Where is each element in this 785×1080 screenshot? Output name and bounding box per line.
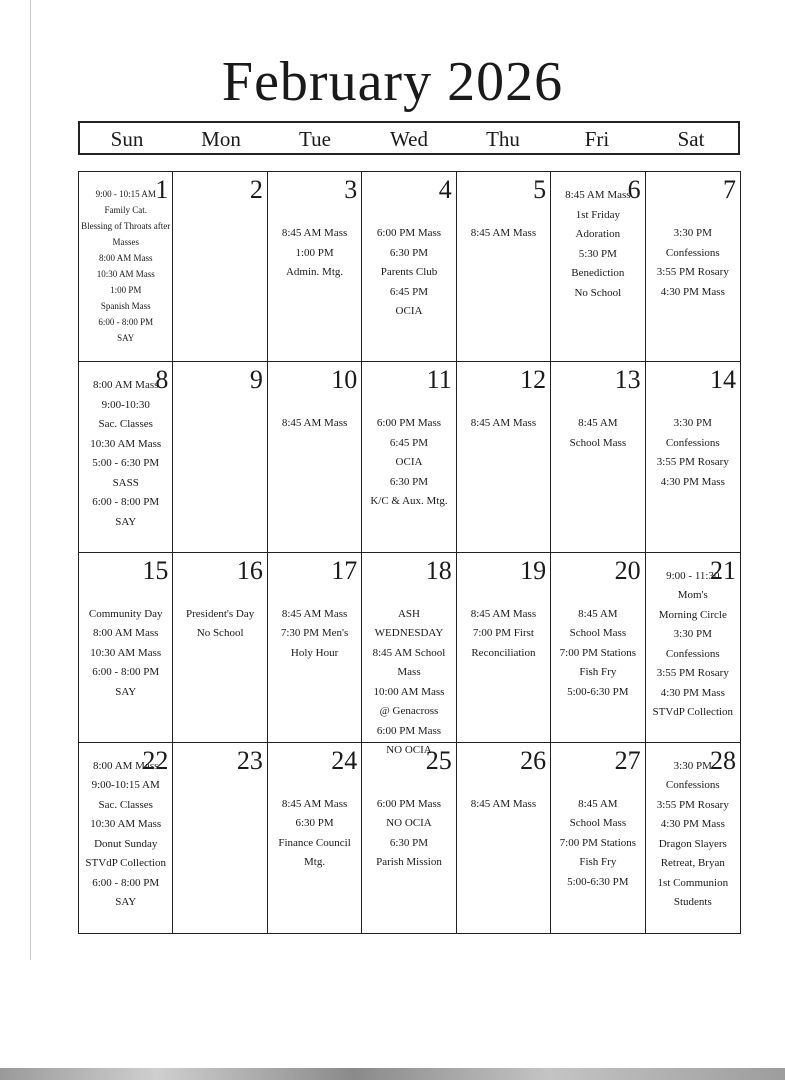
event-line: OCIA bbox=[395, 305, 423, 317]
event-line: 8:00 AM Mass bbox=[93, 627, 159, 639]
day-cell bbox=[646, 172, 740, 362]
day-cell bbox=[457, 172, 551, 362]
event-line: Confessions bbox=[665, 436, 720, 449]
event-line: STVdP Collection bbox=[652, 706, 734, 718]
event-line: 6:00 PM Mass bbox=[376, 797, 442, 810]
event-line: Community Day bbox=[88, 607, 163, 620]
event-line: 6:00 - 8:00 PM bbox=[92, 496, 160, 509]
event-line: 8:00 AM Mass bbox=[93, 759, 159, 772]
event-line: 3:30 PM bbox=[673, 417, 712, 430]
event-line: 1:00 PM bbox=[295, 246, 334, 259]
event-line: School Mass bbox=[569, 817, 627, 830]
day-number: 1 bbox=[155, 175, 169, 204]
day-cell bbox=[362, 743, 456, 933]
day-number: 20 bbox=[614, 555, 641, 585]
day-number: 5 bbox=[533, 175, 547, 204]
event-line: 3:55 PM Rosary bbox=[656, 456, 729, 469]
event-list bbox=[553, 605, 642, 703]
event-line: 7:00 PM Stations bbox=[559, 646, 637, 659]
day-cell bbox=[362, 362, 456, 552]
event-line: ASH bbox=[397, 607, 420, 620]
day-cell bbox=[646, 553, 740, 743]
day-cell bbox=[646, 743, 740, 933]
event-list bbox=[81, 605, 170, 703]
event-line: 8:45 AM Mass bbox=[281, 607, 348, 620]
event-line: 8:45 AM Mass bbox=[470, 607, 537, 620]
event-list bbox=[648, 224, 738, 302]
event-line: 1:00 PM bbox=[110, 285, 142, 295]
event-line: Retreat, Bryan bbox=[660, 857, 725, 870]
event-list bbox=[459, 795, 548, 815]
event-list bbox=[81, 186, 170, 346]
event-line: 5:00 - 6:30 PM bbox=[92, 457, 160, 470]
event-line: 6:00 PM Mass bbox=[376, 227, 442, 239]
day-cell bbox=[362, 172, 456, 362]
event-line: 9:00-10:30 bbox=[101, 398, 150, 411]
day-number: 2 bbox=[249, 175, 263, 204]
calendar-grid bbox=[78, 171, 741, 934]
event-line: @ Genacross bbox=[379, 705, 439, 717]
day-number: 21 bbox=[710, 555, 736, 585]
day-cell bbox=[79, 172, 173, 362]
event-line: 5:00-6:30 PM bbox=[567, 875, 629, 888]
event-line: 4:30 PM Mass bbox=[660, 475, 725, 488]
day-cell bbox=[551, 553, 645, 743]
event-line: 10:30 AM Mass bbox=[90, 437, 162, 450]
event-line: 6:00 - 8:00 PM bbox=[92, 666, 160, 678]
event-line: School Mass bbox=[569, 627, 627, 639]
event-line: Sac. Classes bbox=[98, 798, 153, 811]
event-line: 8:45 AM School bbox=[372, 646, 446, 659]
event-line: Reconciliation bbox=[471, 646, 536, 659]
event-line: 9:00 - 10:15 AM bbox=[95, 189, 156, 199]
event-line: 6:00 PM Mass bbox=[376, 417, 442, 430]
event-line: 8:45 AM Mass bbox=[565, 189, 631, 201]
day-number: 3 bbox=[344, 175, 358, 204]
event-line: NO OCIA bbox=[386, 817, 432, 830]
day-number: 16 bbox=[236, 555, 263, 585]
day-cell bbox=[457, 553, 551, 743]
event-list bbox=[553, 795, 642, 893]
event-line: 4:30 PM Mass bbox=[660, 285, 725, 298]
day-number: 14 bbox=[710, 365, 736, 395]
calendar-title: February 2026 bbox=[221, 51, 564, 113]
day-cell bbox=[646, 362, 740, 552]
event-list bbox=[81, 376, 170, 532]
event-line: No School bbox=[196, 627, 244, 639]
event-line: 4:30 PM Mass bbox=[660, 818, 725, 831]
event-line: SASS bbox=[112, 476, 139, 489]
weekday-header bbox=[78, 121, 740, 155]
day-cell bbox=[551, 743, 645, 933]
event-line: 7:30 PM Men's bbox=[280, 627, 349, 639]
day-number: 27 bbox=[614, 745, 641, 775]
day-number: 7 bbox=[723, 175, 736, 204]
day-number: 9 bbox=[249, 365, 263, 395]
event-line: Confessions bbox=[665, 779, 720, 792]
event-line: President's Day bbox=[185, 607, 255, 620]
event-line: Spanish Mass bbox=[100, 301, 151, 311]
event-list bbox=[459, 224, 548, 244]
event-line: Holy Hour bbox=[290, 646, 339, 659]
event-line: 9:00 - 11:30 bbox=[666, 569, 720, 582]
event-line: 3:55 PM Rosary bbox=[656, 798, 729, 811]
event-line: Confessions bbox=[665, 647, 720, 660]
event-line: 8:45 AM Mass bbox=[470, 797, 537, 810]
event-list bbox=[648, 757, 738, 913]
day-cell bbox=[362, 553, 456, 756]
event-line: 8:45 AM Mass bbox=[470, 417, 537, 430]
day-cell bbox=[551, 362, 645, 552]
weekday-tue: Tue bbox=[299, 127, 331, 151]
event-line: 3:30 PM bbox=[673, 759, 712, 772]
day-cell bbox=[173, 172, 267, 362]
event-line: 10:00 AM Mass bbox=[373, 685, 445, 698]
day-number: 24 bbox=[331, 745, 358, 775]
event-line: 3:55 PM Rosary bbox=[656, 667, 729, 679]
event-line: 1st Friday bbox=[575, 208, 620, 221]
event-line: SAY bbox=[115, 896, 137, 909]
day-cell bbox=[173, 553, 267, 743]
day-number: 23 bbox=[236, 745, 263, 775]
event-line: 6:45 PM bbox=[389, 285, 429, 298]
day-cell bbox=[79, 743, 173, 933]
event-line: 8:45 AM Mass bbox=[470, 227, 537, 239]
event-list bbox=[270, 414, 359, 434]
event-line: 8:45 AM Mass bbox=[281, 227, 348, 239]
day-cell bbox=[457, 743, 551, 933]
event-list bbox=[459, 414, 548, 434]
day-number: 22 bbox=[142, 745, 169, 775]
event-line: 6:30 PM bbox=[389, 836, 429, 849]
event-list bbox=[553, 414, 642, 453]
event-line: SAY bbox=[115, 685, 137, 698]
event-line: 3:30 PM bbox=[673, 628, 712, 640]
event-line: Parents Club bbox=[380, 266, 438, 278]
day-cell bbox=[173, 362, 267, 552]
day-number: 4 bbox=[438, 175, 452, 204]
event-list bbox=[270, 605, 359, 664]
day-number: 6 bbox=[627, 175, 641, 204]
event-line: 6:00 - 8:00 PM bbox=[92, 876, 160, 889]
day-number: 26 bbox=[520, 745, 547, 775]
event-list bbox=[364, 224, 453, 322]
event-line: Fish Fry bbox=[579, 856, 617, 869]
event-line: Adoration bbox=[575, 228, 621, 240]
event-line: Students bbox=[673, 896, 712, 909]
event-line: School Mass bbox=[569, 436, 627, 449]
event-line: 7:00 PM First bbox=[472, 627, 534, 639]
event-line: Masses bbox=[112, 237, 139, 247]
event-line: 6:30 PM bbox=[389, 246, 429, 259]
event-line: 10:30 AM Mass bbox=[90, 818, 162, 831]
event-line: 1st Communion bbox=[657, 876, 729, 889]
event-line: 8:00 AM Mass bbox=[98, 253, 153, 263]
event-line: Mtg. bbox=[304, 856, 326, 869]
day-cell bbox=[268, 553, 362, 743]
event-line: 9:00-10:15 AM bbox=[91, 779, 160, 792]
event-line: Blessing of Throats after bbox=[81, 221, 171, 231]
event-line: Parish Mission bbox=[376, 856, 442, 869]
event-line: Confessions bbox=[665, 246, 720, 259]
event-line: Family Cat. bbox=[104, 205, 147, 215]
weekday-wed: Wed bbox=[390, 127, 428, 151]
day-cell bbox=[79, 553, 173, 743]
event-line: OCIA bbox=[395, 456, 423, 469]
event-list bbox=[459, 605, 548, 664]
event-line: K/C & Aux. Mtg. bbox=[370, 495, 448, 508]
event-line: NO OCIA bbox=[386, 744, 432, 756]
day-number: 28 bbox=[710, 745, 736, 775]
event-line: Benediction bbox=[571, 267, 625, 279]
day-cell bbox=[173, 743, 267, 933]
event-line: SAY bbox=[115, 515, 137, 528]
event-line: 3:30 PM bbox=[673, 227, 712, 239]
event-line: 10:30 AM Mass bbox=[96, 269, 155, 279]
event-list bbox=[364, 414, 453, 512]
event-line: 8:00 AM Mass bbox=[93, 379, 159, 392]
scan-edge bbox=[0, 1068, 785, 1080]
event-line: No School bbox=[574, 286, 622, 299]
event-list bbox=[553, 186, 642, 303]
day-number: 8 bbox=[155, 365, 169, 395]
day-number: 10 bbox=[331, 365, 358, 395]
event-line: Fish Fry bbox=[579, 666, 617, 678]
event-line: 7:00 PM Stations bbox=[559, 836, 637, 849]
event-line: Admin. Mtg. bbox=[285, 266, 344, 278]
day-number: 13 bbox=[614, 365, 641, 395]
page-edge-line bbox=[30, 0, 31, 960]
weekday-fri: Fri bbox=[584, 127, 610, 151]
event-line: 8:45 AM bbox=[578, 607, 618, 620]
event-line: Mass bbox=[397, 666, 421, 678]
weekday-mon: Mon bbox=[201, 127, 241, 151]
event-line: 8:45 AM bbox=[578, 417, 618, 430]
event-list bbox=[364, 605, 453, 761]
event-line: STVdP Collection bbox=[85, 857, 166, 870]
event-line: Mom's bbox=[677, 589, 708, 601]
event-list bbox=[175, 605, 264, 644]
event-line: 6:30 PM bbox=[295, 817, 334, 830]
event-line: 10:30 AM Mass bbox=[90, 646, 162, 659]
event-list bbox=[270, 224, 359, 283]
event-line: SAY bbox=[117, 333, 135, 343]
event-line: 5:00-6:30 PM bbox=[567, 685, 629, 698]
event-line: 6:30 PM bbox=[389, 475, 429, 488]
day-number: 15 bbox=[142, 555, 169, 585]
event-line: 8:45 AM bbox=[578, 797, 618, 810]
event-line: Dragon Slayers bbox=[658, 837, 727, 850]
event-line: 4:30 PM Mass bbox=[660, 686, 725, 699]
day-cell bbox=[268, 743, 362, 933]
day-cell bbox=[79, 362, 173, 552]
day-number: 18 bbox=[425, 555, 452, 585]
day-number: 25 bbox=[425, 745, 452, 775]
event-list bbox=[81, 757, 170, 913]
event-list bbox=[364, 795, 453, 873]
event-line: 5:30 PM bbox=[578, 247, 617, 260]
event-line: WEDNESDAY bbox=[374, 627, 444, 639]
event-line: 8:45 AM Mass bbox=[281, 417, 348, 430]
event-line: Sac. Classes bbox=[98, 418, 153, 431]
day-cell bbox=[457, 362, 551, 552]
event-line: 6:00 - 8:00 PM bbox=[98, 317, 154, 327]
event-list bbox=[648, 567, 738, 723]
event-line: Morning Circle bbox=[658, 608, 727, 621]
event-line: 3:55 PM Rosary bbox=[656, 266, 729, 278]
event-line: 6:00 PM Mass bbox=[376, 724, 442, 737]
day-cell bbox=[268, 362, 362, 552]
event-list bbox=[270, 795, 359, 873]
day-cell bbox=[551, 172, 645, 362]
weekday-thu: Thu bbox=[486, 127, 520, 151]
weekday-sun: Sun bbox=[110, 127, 144, 151]
day-number: 11 bbox=[426, 365, 452, 395]
day-number: 19 bbox=[520, 555, 547, 585]
event-list bbox=[648, 414, 738, 492]
day-cell bbox=[268, 172, 362, 362]
event-line: 8:45 AM Mass bbox=[281, 797, 348, 810]
day-number: 17 bbox=[331, 555, 358, 585]
event-line: 6:45 PM bbox=[389, 436, 429, 449]
event-line: Finance Council bbox=[278, 836, 351, 849]
day-number: 12 bbox=[520, 365, 547, 395]
event-line: Donut Sunday bbox=[94, 837, 158, 850]
weekday-sat: Sat bbox=[677, 127, 705, 151]
